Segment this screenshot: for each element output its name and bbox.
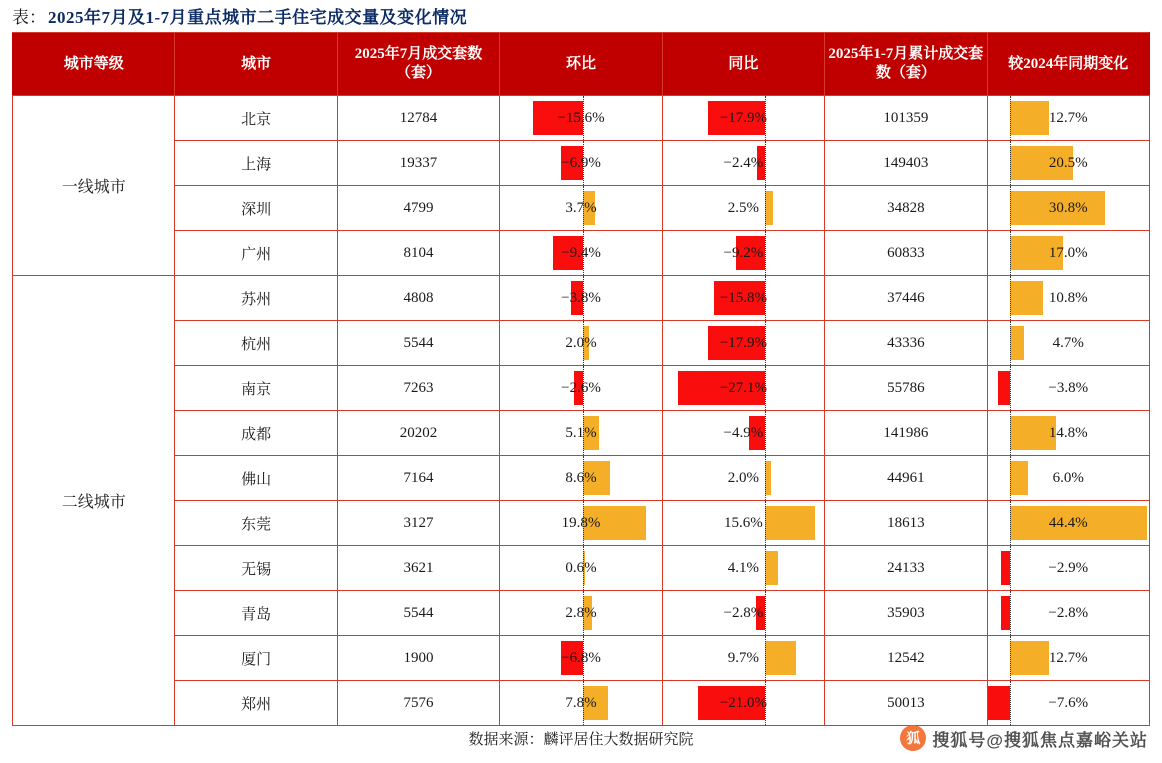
data-table [12, 32, 1150, 726]
mom-label: −15.6% [557, 109, 605, 126]
yoy-cell [662, 366, 824, 411]
mom-bar-wrap [500, 231, 661, 275]
mom-cell [500, 141, 662, 186]
july-volume: 8104 [337, 231, 499, 276]
yoy-label: −2.4% [723, 154, 764, 171]
table-row [13, 411, 1150, 456]
yoy-cell [662, 231, 824, 276]
mom-label: 2.8% [565, 604, 597, 621]
mom-label: 19.8% [561, 514, 601, 531]
mom-bar-wrap [500, 321, 661, 365]
mom-bar-wrap [500, 636, 661, 680]
cum-change-label: 4.7% [1052, 334, 1084, 351]
mom-cell [500, 276, 662, 321]
cum-change-cell [987, 501, 1149, 546]
city-name: 深圳 [175, 186, 337, 231]
mom-label: 2.0% [565, 334, 597, 351]
cum-change-label: 14.8% [1048, 424, 1088, 441]
yoy-label: 4.1% [727, 559, 760, 576]
yoy-cell [662, 141, 824, 186]
table-row [13, 456, 1150, 501]
mom-bar-wrap [500, 366, 661, 410]
tier-label: 二线城市 [13, 276, 175, 726]
mom-cell [500, 186, 662, 231]
cum-change-label: 44.4% [1048, 514, 1088, 531]
cumulative-volume: 35903 [825, 591, 987, 636]
yoy-cell [662, 276, 824, 321]
july-volume: 5544 [337, 591, 499, 636]
yoy-bar-wrap [663, 456, 824, 500]
cumulative-volume: 149403 [825, 141, 987, 186]
city-name: 青岛 [175, 591, 337, 636]
mom-bar-wrap [500, 276, 661, 320]
mom-cell [500, 456, 662, 501]
header-row [13, 33, 1150, 96]
cumulative-volume: 44961 [825, 456, 987, 501]
yoy-cell [662, 411, 824, 456]
cum-change-bar-wrap [988, 366, 1149, 410]
cum-change-cell [987, 366, 1149, 411]
cum-change-bar-wrap [988, 591, 1149, 635]
mom-cell [500, 546, 662, 591]
cum-change-bar-wrap [988, 501, 1149, 545]
july-volume: 7164 [337, 456, 499, 501]
table-row [13, 546, 1150, 591]
mom-bar-wrap [500, 411, 661, 455]
july-volume: 19337 [337, 141, 499, 186]
cum-change-cell [987, 636, 1149, 681]
cum-change-bar-wrap [988, 141, 1149, 185]
july-volume: 3127 [337, 501, 499, 546]
cum-change-label: 6.0% [1052, 469, 1084, 486]
yoy-label: −27.1% [719, 379, 767, 396]
yoy-cell [662, 501, 824, 546]
yoy-label: −17.9% [719, 109, 767, 126]
cum-change-label: 10.8% [1048, 289, 1088, 306]
mom-cell [500, 321, 662, 366]
table-row [13, 591, 1150, 636]
cum-change-cell [987, 546, 1149, 591]
cum-change-bar-wrap [988, 276, 1149, 320]
mom-label: −6.8% [561, 649, 601, 666]
yoy-cell [662, 681, 824, 726]
yoy-bar-wrap [663, 366, 824, 410]
yoy-label: −15.8% [719, 289, 767, 306]
yoy-bar-wrap [663, 141, 824, 185]
table-row [13, 366, 1150, 411]
yoy-cell [662, 591, 824, 636]
cumulative-volume: 60833 [825, 231, 987, 276]
cumulative-volume: 18613 [825, 501, 987, 546]
yoy-bar-wrap [663, 681, 824, 725]
july-volume: 20202 [337, 411, 499, 456]
yoy-bar-wrap [663, 276, 824, 320]
cum-change-bar-wrap [988, 681, 1149, 725]
city-name: 南京 [175, 366, 337, 411]
cum-change-bar-wrap [988, 96, 1149, 140]
mom-bar-wrap [500, 546, 661, 590]
cumulative-volume: 34828 [825, 186, 987, 231]
july-volume: 1900 [337, 636, 499, 681]
city-name: 厦门 [175, 636, 337, 681]
cum-change-label: 12.7% [1048, 109, 1088, 126]
mom-bar-wrap [500, 456, 661, 500]
cumulative-volume: 24133 [825, 546, 987, 591]
cum-change-bar-wrap [988, 321, 1149, 365]
cum-change-label: 30.8% [1048, 199, 1088, 216]
city-name: 广州 [175, 231, 337, 276]
yoy-bar-wrap [663, 546, 824, 590]
table-row [13, 681, 1150, 726]
cum-change-bar-wrap [988, 411, 1149, 455]
yoy-label: 2.0% [727, 469, 760, 486]
mom-label: 5.1% [565, 424, 597, 441]
table-row [13, 321, 1150, 366]
cumulative-volume: 101359 [825, 96, 987, 141]
july-volume: 5544 [337, 321, 499, 366]
title-prefix: 表： [12, 7, 46, 27]
mom-bar-wrap [500, 186, 661, 230]
table-row [13, 276, 1150, 321]
cum-change-cell [987, 96, 1149, 141]
cum-change-label: −2.9% [1048, 559, 1089, 576]
yoy-cell [662, 546, 824, 591]
mom-bar-wrap [500, 96, 661, 140]
cum-change-bar-wrap [988, 636, 1149, 680]
cum-change-label: −2.8% [1048, 604, 1089, 621]
cumulative-volume: 43336 [825, 321, 987, 366]
july-volume: 3621 [337, 546, 499, 591]
col-header-city: 城市 [175, 33, 337, 96]
yoy-label: 2.5% [727, 199, 760, 216]
yoy-cell [662, 636, 824, 681]
yoy-label: −4.9% [723, 424, 764, 441]
july-volume: 4799 [337, 186, 499, 231]
mom-cell [500, 96, 662, 141]
yoy-bar-wrap [663, 591, 824, 635]
col-header-july-volume: 2025年7月成交套数（套） [337, 33, 499, 96]
cum-change-cell [987, 321, 1149, 366]
cum-change-label: −7.6% [1048, 694, 1089, 711]
col-header-mom: 环比 [500, 33, 662, 96]
cum-change-bar-wrap [988, 546, 1149, 590]
mom-cell [500, 411, 662, 456]
cumulative-volume: 12542 [825, 636, 987, 681]
yoy-bar-wrap [663, 321, 824, 365]
table-row [13, 636, 1150, 681]
yoy-bar-wrap [663, 636, 824, 680]
mom-bar-wrap [500, 591, 661, 635]
cum-change-cell [987, 141, 1149, 186]
cum-change-cell [987, 456, 1149, 501]
mom-bar-wrap [500, 681, 661, 725]
cumulative-volume: 50013 [825, 681, 987, 726]
cum-change-label: 12.7% [1048, 649, 1088, 666]
table-row [13, 186, 1150, 231]
table-row [13, 96, 1150, 141]
july-volume: 12784 [337, 96, 499, 141]
city-name: 北京 [175, 96, 337, 141]
mom-label: −3.8% [561, 289, 601, 306]
cumulative-volume: 55786 [825, 366, 987, 411]
cum-change-bar-wrap [988, 456, 1149, 500]
watermark-text: 搜狐号@搜狐焦点嘉峪关站 [932, 730, 1148, 750]
city-name: 佛山 [175, 456, 337, 501]
tier-label: 一线城市 [13, 96, 175, 276]
yoy-cell [662, 96, 824, 141]
yoy-label: 15.6% [724, 514, 763, 531]
mom-label: −9.4% [561, 244, 601, 261]
cum-change-label: 20.5% [1048, 154, 1088, 171]
city-name: 苏州 [175, 276, 337, 321]
yoy-bar-wrap [663, 96, 824, 140]
cum-change-bar-wrap [988, 231, 1149, 275]
yoy-cell [662, 456, 824, 501]
mom-cell [500, 231, 662, 276]
yoy-label: 9.7% [727, 649, 760, 666]
yoy-bar-wrap [663, 186, 824, 230]
yoy-bar-wrap [663, 501, 824, 545]
yoy-label: −9.2% [723, 244, 764, 261]
cum-change-cell [987, 276, 1149, 321]
mom-label: −2.6% [561, 379, 601, 396]
yoy-bar-wrap [663, 411, 824, 455]
city-name: 东莞 [175, 501, 337, 546]
mom-label: −6.9% [561, 154, 601, 171]
table-header [13, 33, 1150, 96]
yoy-bar-wrap [663, 231, 824, 275]
col-header-yoy: 同比 [662, 33, 824, 96]
table-row [13, 141, 1150, 186]
cum-change-bar-wrap [988, 186, 1149, 230]
mom-cell [500, 366, 662, 411]
mom-label: 0.6% [565, 559, 597, 576]
col-header-cumulative-volume: 2025年1-7月累计成交套数（套） [825, 33, 987, 96]
mom-label: 8.6% [565, 469, 597, 486]
title-main: 2025年7月及1-7月重点城市二手住宅成交量及变化情况 [48, 7, 468, 27]
cumulative-volume: 37446 [825, 276, 987, 321]
table-body [13, 96, 1150, 726]
city-name: 无锡 [175, 546, 337, 591]
yoy-label: −21.0% [719, 694, 767, 711]
mom-label: 3.7% [565, 199, 597, 216]
july-volume: 7576 [337, 681, 499, 726]
mom-label: 7.8% [565, 694, 597, 711]
col-header-cumulative-change: 较2024年同期变化 [987, 33, 1149, 96]
mom-cell [500, 681, 662, 726]
page-title [0, 0, 1162, 32]
city-name: 杭州 [175, 321, 337, 366]
table-row [13, 231, 1150, 276]
table-row [13, 501, 1150, 546]
city-name: 成都 [175, 411, 337, 456]
cum-change-cell [987, 681, 1149, 726]
mom-bar-wrap [500, 501, 661, 545]
yoy-label: −17.9% [719, 334, 767, 351]
cum-change-cell [987, 231, 1149, 276]
sohu-logo-icon: 狐 [900, 725, 926, 751]
watermark [900, 725, 1148, 751]
mom-cell [500, 636, 662, 681]
yoy-cell [662, 186, 824, 231]
cum-change-label: 17.0% [1048, 244, 1088, 261]
cumulative-volume: 141986 [825, 411, 987, 456]
july-volume: 4808 [337, 276, 499, 321]
city-name: 郑州 [175, 681, 337, 726]
col-header-tier: 城市等级 [13, 33, 175, 96]
city-name: 上海 [175, 141, 337, 186]
mom-cell [500, 591, 662, 636]
source-note: 数据来源：麟评居住大数据研究院 [468, 732, 694, 748]
mom-bar-wrap [500, 141, 661, 185]
yoy-label: −2.8% [723, 604, 764, 621]
cum-change-cell [987, 411, 1149, 456]
cum-change-cell [987, 186, 1149, 231]
cum-change-cell [987, 591, 1149, 636]
cum-change-label: −3.8% [1048, 379, 1089, 396]
yoy-cell [662, 321, 824, 366]
july-volume: 7263 [337, 366, 499, 411]
mom-cell [500, 501, 662, 546]
